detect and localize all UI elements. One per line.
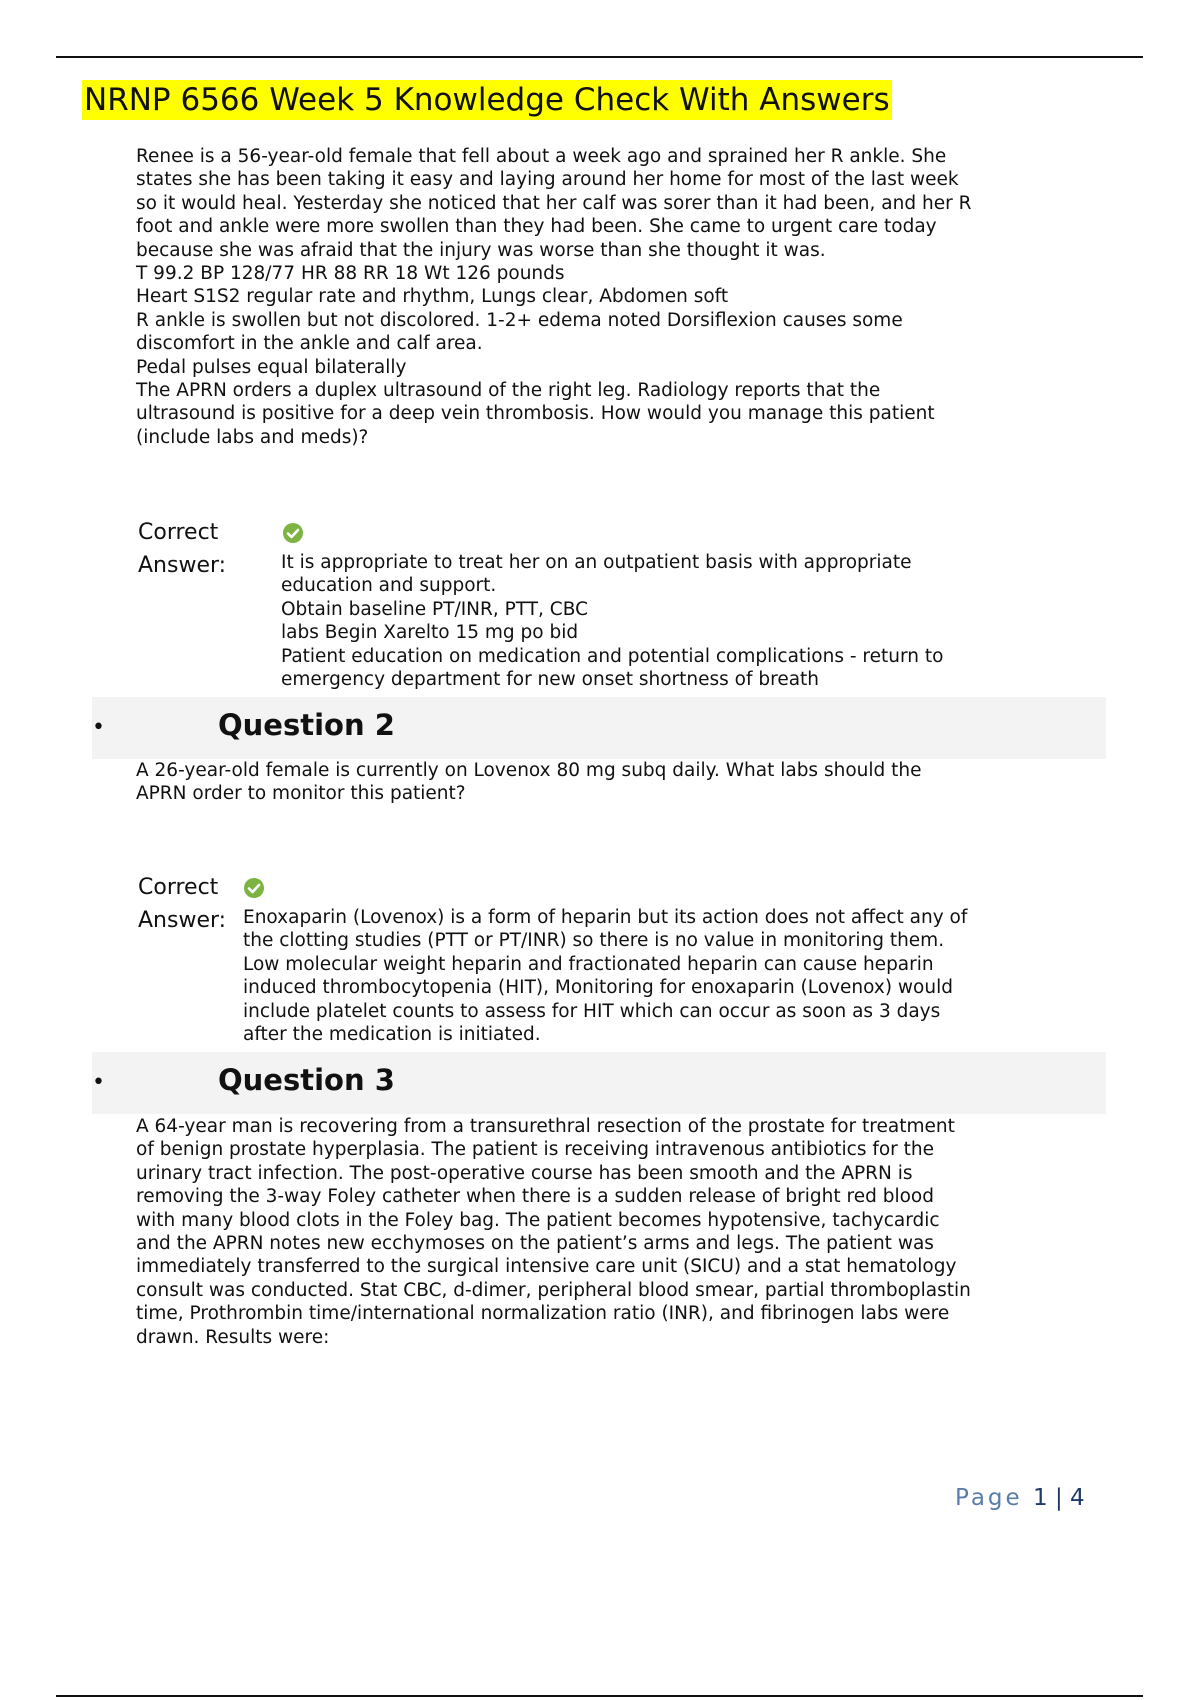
bullet: • xyxy=(92,1070,105,1095)
page-footer xyxy=(955,1483,1085,1513)
page-word: Page xyxy=(955,1485,1023,1511)
page-number: 1 | 4 xyxy=(1033,1485,1085,1511)
bullet: • xyxy=(92,715,105,740)
answer-label: Answer: xyxy=(138,553,227,578)
question-2-text: A 26-year-old female is currently on Lovenox 80 mg subq daily. What labs should the APRN order to monitor this patient? xyxy=(136,760,922,805)
question-2-answer: Enoxaparin (Lovenox) is a form of heparin but its action does not affect any of the clotting studies (PTT or PT/INR) so there is no value in monitoring them. Low molecular weight heparin and fractionated heparin can cause heparin induced thrombocytopenia (HIT), Monitoring for enoxaparin (Lovenox) would include platelet counts to assess for HIT which can occur as soon as 3 days after the medication is initiated. xyxy=(243,907,968,1046)
question-2-heading-bar xyxy=(92,697,1106,759)
question-1-answer: It is appropriate to treat her on an outpatient basis with appropriate education and support. Obtain baseline PT/INR, PTT, CBC labs Begin Xarelto 15 mg po bid Patient education on medication and potential complications - return to emergency department for new onset shortness of breath xyxy=(281,552,944,691)
top-rule xyxy=(56,56,1143,58)
bottom-rule xyxy=(56,1695,1143,1697)
correct-label: Correct xyxy=(138,520,219,545)
document-title: NRNP 6566 Week 5 Knowledge Check With Answers xyxy=(84,82,890,118)
question-3-heading: Question 3 xyxy=(218,1063,395,1097)
question-2-heading: Question 2 xyxy=(218,708,395,742)
check-circle-icon xyxy=(244,878,264,898)
question-1-text: Renee is a 56-year-old female that fell about a week ago and sprained her R ankle. She states she has been taking it easy and laying around her home for most of the last week so it would heal. Yesterday she noticed that her calf was sorer than it had been, and her R foot and ankle were more swollen than they had been. She came to urgent care today because she was afraid that the injury was worse than she thought it was. T 99.2 BP 128/77 HR 88 RR 18 Wt 126 pounds Heart S1S2 regular rate and rhythm, Lungs clear, Abdomen soft R ankle is swollen but not discolored. 1-2+ edema noted Dorsiflexion causes some discomfort in the ankle and calf area. Pedal pulses equal bilaterally The APRN orders a duplex ultrasound of the right leg. Radiology reports that the ultrasound is positive for a deep vein thrombosis. How would you manage this patient (include labs and meds)? xyxy=(136,146,972,448)
question-3-text: A 64-year man is recovering from a transurethral resection of the prostate for treatment of benign prostate hyperplasia. The patient is receiving intravenous antibiotics for the urinary tract infection. The post-operative course has been smooth and the APRN is removing the 3-way Foley catheter when there is a sudden release of bright red blood with many blood clots in the Foley bag. The patient becomes hypotensive, tachycardic and the APRN notes new ecchymoses on the patient’s arms and legs. The patient was immediately transferred to the surgical intensive care unit (SICU) and a stat hematology consult was conducted. Stat CBC, d-dimer, peripheral blood smear, partial thromboplastin time, Prothrombin time/international normalization ratio (INR), and fibrinogen labs were drawn. Results were: xyxy=(136,1116,971,1348)
answer-label: Answer: xyxy=(138,908,227,933)
question-3-heading-bar xyxy=(92,1052,1106,1114)
check-circle-icon xyxy=(283,523,303,543)
correct-label: Correct xyxy=(138,875,219,900)
